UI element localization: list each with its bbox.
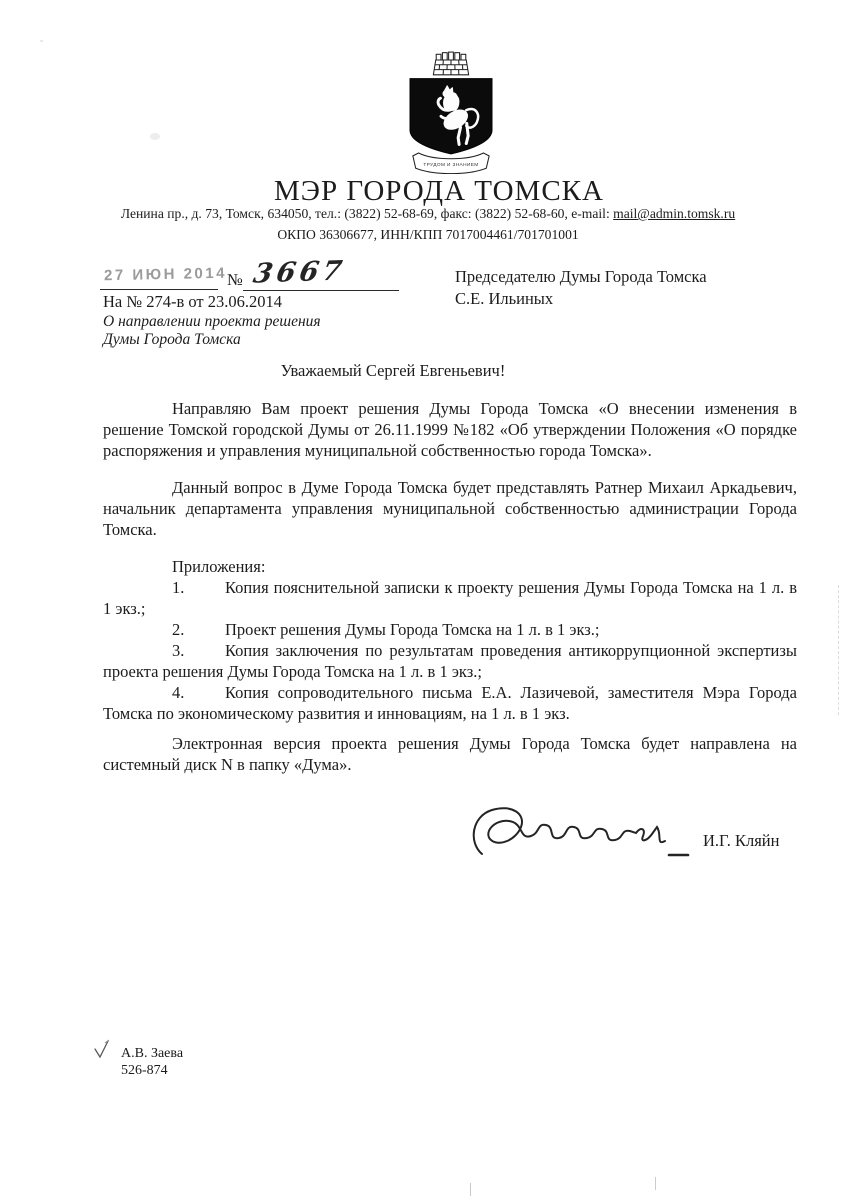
paragraph-2: Данный вопрос в Думе Города Томска будет представлять Ратнер Михаил Аркадьевич, начальник департамента управления муниципальной собственностью администрации Города Томска. (103, 478, 797, 539)
coat-of-arms (403, 50, 499, 174)
paragraph-1: Направляю Вам проект решения Думы Города Томска «О внесении изменения в решение Томской городской Думы от 26.11.1999 №182 «Об утверждении Положения «О порядке распоряжения и управления муниципальной собственностью города Томска». (103, 399, 797, 460)
subject-line1: О направлении проекта решения (103, 313, 321, 330)
date-underline (100, 289, 218, 290)
number-underline (243, 290, 399, 291)
signature-handwritten (466, 800, 694, 868)
attachment-item (103, 619, 797, 640)
attachment-text: Копия сопроводительного письма Е.А. Лазичевой, заместителя Мэра Города Томска по экономическому развития и инновациям, на 1 л. в 1 экз. (103, 683, 797, 723)
crown-icon (433, 52, 468, 75)
recipient-title: Председателю Думы Города Томска (455, 267, 707, 286)
attachment-number: 2. (172, 620, 185, 639)
attachment-number: 3. (172, 641, 185, 660)
attachment-text: Копия заключения по результатам проведения антикоррупционной экспертизы проекта решения Думы Города Томска на 1 л. в 1 экз.; (103, 641, 797, 681)
scan-speck (150, 133, 160, 140)
email-link[interactable]: mail@admin.tomsk.ru (613, 206, 736, 221)
scan-speck (40, 40, 43, 42)
org-address-line (3, 206, 850, 222)
salutation: Уважаемый Сергей Евгеньевич! (280, 361, 506, 380)
recipient-name: С.Е. Ильиных (455, 288, 554, 308)
subject-reference (103, 313, 321, 348)
attachment-number: 4. (172, 683, 185, 702)
attachment-text: Копия пояснительной записки к проекту решения Думы Города Томска на 1 л. в 1 экз.; (103, 578, 797, 618)
scan-mark (470, 1183, 471, 1196)
subject-line2: Думы Города Томска (103, 330, 241, 348)
scan-mark (655, 1177, 656, 1190)
motto-text: ТРУДОМ И ЗНАНИЕМ (423, 162, 479, 168)
org-codes-line: ОКПО 36306677, ИНН/КПП 7017004461/701701001 (277, 227, 579, 242)
outgoing-number-handwritten: 3667 (250, 255, 349, 290)
date-stamp: 27 ИЮН 2014 (103, 264, 228, 285)
attachment-item (103, 640, 797, 682)
signer-name: И.Г. Кляйн (703, 831, 780, 850)
attachment-item (103, 682, 797, 724)
recipient-block (455, 266, 707, 309)
attachment-number: 1. (172, 578, 185, 597)
reply-reference: На № 274-в от 23.06.2014 (103, 292, 283, 311)
executor-name: А.В. Заева (121, 1046, 184, 1061)
scan-dotted-line (838, 585, 839, 715)
ribbon-banner (413, 153, 489, 174)
address-text: Ленина пр., д. 73, Томск, 634050, тел.: (3822) 52-68-69, факс: (3822) 52-68-60, e-mail: (120, 206, 614, 221)
executor-phone: 526-874 (121, 1063, 168, 1078)
attachment-item (103, 577, 797, 619)
number-label: № (227, 270, 243, 289)
page-title: МЭР ГОРОДА ТОМСКА (274, 175, 604, 207)
executor-block (121, 1045, 183, 1079)
checkmark-icon (93, 1039, 110, 1059)
attachments-header: Приложения: (172, 557, 266, 576)
paragraph-3: Электронная версия проекта решения Думы Города Томска будет направлена на системный диск N в папку «Дума». (103, 734, 797, 774)
attachment-text: Проект решения Думы Города Томска на 1 л. в 1 экз.; (225, 620, 600, 639)
